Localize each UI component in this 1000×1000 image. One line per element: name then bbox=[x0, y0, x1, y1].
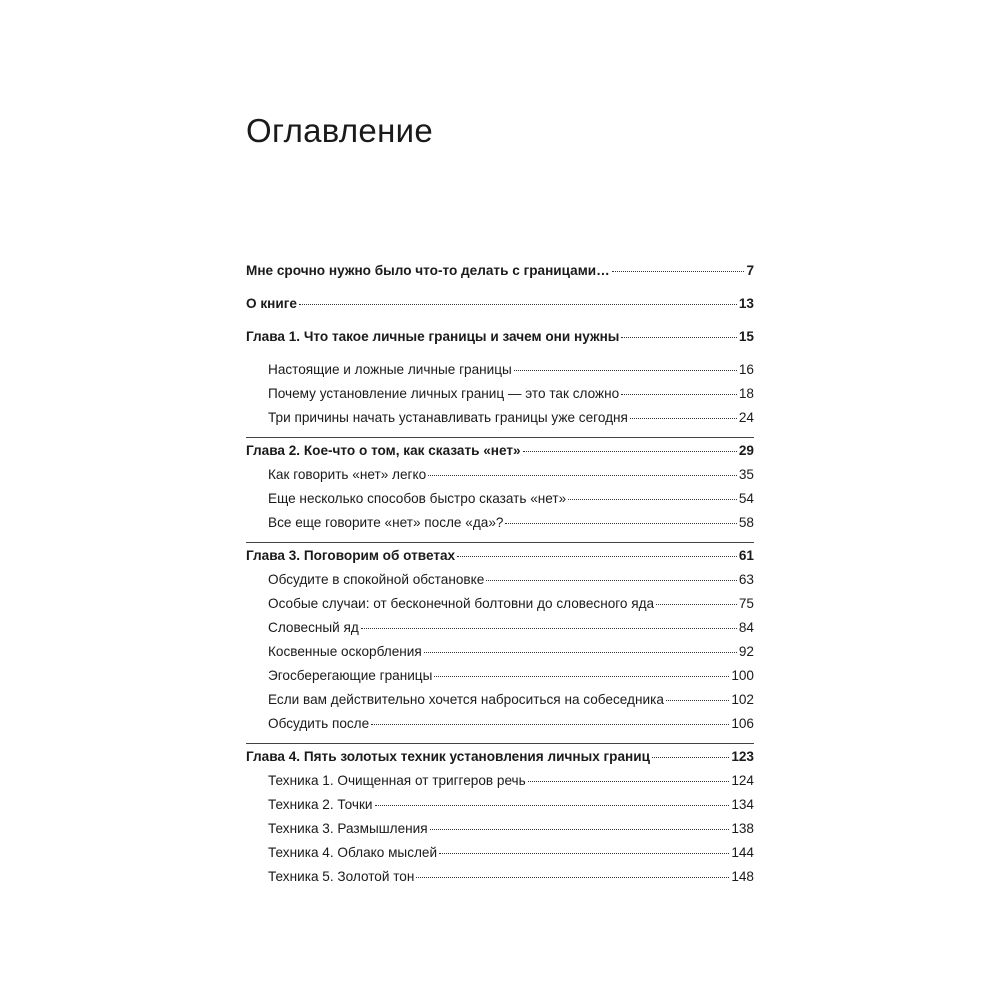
dot-leader bbox=[371, 724, 729, 725]
toc-section-entry[interactable] bbox=[246, 491, 754, 515]
dot-leader bbox=[621, 337, 736, 338]
toc-page-number: 134 bbox=[731, 797, 754, 812]
toc-entry-title: Техника 2. Точки bbox=[268, 797, 373, 812]
toc-page-number: 144 bbox=[731, 845, 754, 860]
toc-entry-title: Словесный яд bbox=[268, 620, 359, 635]
dot-leader bbox=[630, 418, 737, 419]
toc-page-number: 102 bbox=[731, 692, 754, 707]
toc-page-number: 15 bbox=[738, 329, 754, 344]
toc-entry-title: Почему установление личных границ — это так сложно bbox=[268, 386, 620, 401]
dot-leader bbox=[523, 451, 737, 452]
toc-chapter-entry[interactable] bbox=[246, 263, 754, 287]
toc-entry-title: Глава 1. Что такое личные границы и зачем они нужны bbox=[246, 329, 620, 344]
toc-entry-title: Косвенные оскорбления bbox=[268, 644, 422, 659]
toc-page-number: 100 bbox=[731, 668, 754, 683]
toc-section-entry[interactable] bbox=[246, 692, 754, 716]
dot-leader bbox=[375, 805, 730, 806]
chapter-divider bbox=[246, 743, 754, 744]
toc-gap bbox=[246, 320, 754, 329]
toc-entry-title: Эгосберегающие границы bbox=[268, 668, 433, 683]
dot-leader bbox=[457, 556, 737, 557]
toc-section-entry[interactable] bbox=[246, 620, 754, 644]
toc-section-entry[interactable] bbox=[246, 515, 754, 539]
dot-leader bbox=[434, 676, 729, 677]
toc-section-entry[interactable] bbox=[246, 716, 754, 740]
toc-page-number: 35 bbox=[738, 467, 754, 482]
dot-leader bbox=[505, 523, 736, 524]
toc-section-entry[interactable] bbox=[246, 797, 754, 821]
toc-section-entry[interactable] bbox=[246, 596, 754, 620]
toc-page-number: 124 bbox=[731, 773, 754, 788]
toc-entry-title: Техника 1. Очищенная от триггеров речь bbox=[268, 773, 526, 788]
dot-leader bbox=[612, 271, 745, 272]
dot-leader bbox=[514, 370, 737, 371]
toc-page-number: 148 bbox=[731, 869, 754, 884]
dot-leader bbox=[656, 604, 737, 605]
toc-chapter-entry[interactable] bbox=[246, 548, 754, 572]
toc-entry-title: Все еще говорите «нет» после «да»? bbox=[268, 515, 504, 530]
toc-section-entry[interactable] bbox=[246, 821, 754, 845]
toc-page-number: 16 bbox=[738, 362, 754, 377]
toc-section-entry[interactable] bbox=[246, 773, 754, 797]
toc-page-number: 58 bbox=[738, 515, 754, 530]
toc-section-entry[interactable] bbox=[246, 410, 754, 434]
toc-entry-title: Мне срочно нужно было что-то делать с границами… bbox=[246, 263, 610, 278]
toc-section-entry[interactable] bbox=[246, 869, 754, 893]
toc-entry-title: Техника 4. Облако мыслей bbox=[268, 845, 438, 860]
page-title: Оглавление bbox=[246, 112, 433, 149]
chapter-divider bbox=[246, 437, 754, 438]
dot-leader bbox=[439, 853, 729, 854]
toc-entry-title: Обсудить после bbox=[268, 716, 370, 731]
toc-section-entry[interactable] bbox=[246, 362, 754, 386]
toc-entry-title: Обсудите в спокойной обстановке bbox=[268, 572, 485, 587]
toc-page-number: 75 bbox=[738, 596, 754, 611]
dot-leader bbox=[528, 781, 730, 782]
dot-leader bbox=[652, 757, 729, 758]
toc-entry-title: Техника 3. Размышления bbox=[268, 821, 428, 836]
toc-chapter-entry[interactable] bbox=[246, 749, 754, 773]
toc-page-number: 18 bbox=[738, 386, 754, 401]
table-of-contents bbox=[246, 263, 754, 893]
toc-entry-title: Настоящие и ложные личные границы bbox=[268, 362, 512, 377]
toc-section-entry[interactable] bbox=[246, 386, 754, 410]
toc-entry-title: Глава 2. Кое-что о том, как сказать «нет» bbox=[246, 443, 521, 458]
toc-entry-title: Как говорить «нет» легко bbox=[268, 467, 427, 482]
toc-chapter-entry[interactable] bbox=[246, 443, 754, 467]
toc-page-number: 92 bbox=[738, 644, 754, 659]
toc-gap bbox=[246, 287, 754, 296]
toc-entry-title: Особые случаи: от бесконечной болтовни до словесного яда bbox=[268, 596, 655, 611]
toc-entry-title: О книге bbox=[246, 296, 297, 311]
dot-leader bbox=[428, 475, 737, 476]
toc-gap bbox=[246, 353, 754, 362]
toc-section-entry[interactable] bbox=[246, 668, 754, 692]
dot-leader bbox=[424, 652, 737, 653]
dot-leader bbox=[666, 700, 729, 701]
toc-page-number: 84 bbox=[738, 620, 754, 635]
toc-entry-title: Еще несколько способов быстро сказать «нет» bbox=[268, 491, 567, 506]
dot-leader bbox=[361, 628, 737, 629]
toc-entry-title: Глава 3. Поговорим об ответах bbox=[246, 548, 456, 563]
toc-page-number: 29 bbox=[738, 443, 754, 458]
toc-section-entry[interactable] bbox=[246, 644, 754, 668]
toc-entry-title: Техника 5. Золотой тон bbox=[268, 869, 415, 884]
dot-leader bbox=[430, 829, 730, 830]
toc-entry-title: Три причины начать устанавливать границы уже сегодня bbox=[268, 410, 628, 425]
toc-page-number: 138 bbox=[731, 821, 754, 836]
chapter-divider bbox=[246, 542, 754, 543]
toc-page-number: 61 bbox=[738, 548, 754, 563]
dot-leader bbox=[299, 304, 737, 305]
toc-entry-title: Если вам действительно хочется наброситься на собеседника bbox=[268, 692, 664, 707]
toc-page-number: 13 bbox=[738, 296, 754, 311]
toc-section-entry[interactable] bbox=[246, 467, 754, 491]
toc-chapter-entry[interactable] bbox=[246, 296, 754, 320]
toc-chapter-entry[interactable] bbox=[246, 329, 754, 353]
toc-page-number: 24 bbox=[738, 410, 754, 425]
toc-section-entry[interactable] bbox=[246, 845, 754, 869]
dot-leader bbox=[568, 499, 737, 500]
toc-page-number: 54 bbox=[738, 491, 754, 506]
dot-leader bbox=[621, 394, 737, 395]
toc-page-number: 63 bbox=[738, 572, 754, 587]
toc-section-entry[interactable] bbox=[246, 572, 754, 596]
toc-page-number: 106 bbox=[731, 716, 754, 731]
toc-page-number: 7 bbox=[746, 263, 754, 278]
dot-leader bbox=[486, 580, 737, 581]
toc-page-number: 123 bbox=[731, 749, 754, 764]
toc-entry-title: Глава 4. Пять золотых техник установления личных границ bbox=[246, 749, 650, 764]
dot-leader bbox=[416, 877, 729, 878]
